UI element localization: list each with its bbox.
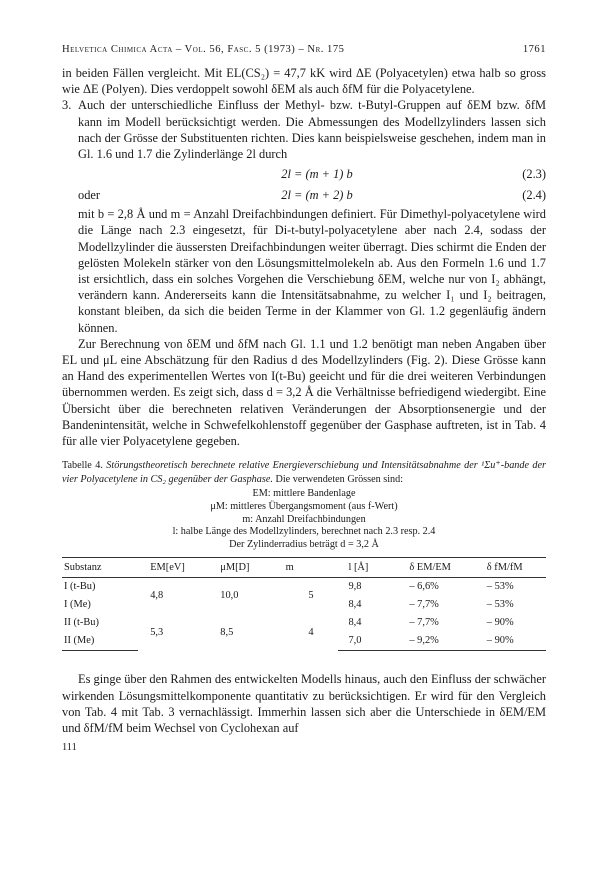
caption-rest: Die verwendeten Grössen sind:	[275, 473, 404, 485]
column-header: δ EM/EM	[407, 558, 484, 578]
column-header: EM[eV]	[138, 558, 210, 578]
equation-formula: 2l = (m + 1) b	[281, 167, 353, 182]
list-item-3	[62, 97, 546, 335]
page-number: 1761	[522, 44, 546, 55]
paragraph-calculation: Zur Berechnung von δEM und δfM nach Gl. 1.1 und 1.2 benötigt man neben Angaben über EL und μL eine Abschätzung für den Radius d des Modellzylinders (Fig. 2). Diese Grösse kann an Hand des experimentellen Wertes von I(t-Bu) geeicht und für die drei weiteren Verbindungen übernommen werden. Es zeigt sich, dass d = 3,2 Å die Verhältnisse befriedigend wiedergibt. Eine Übersicht über die berechneten relativen Veränderungen der Absorptionsenergie und der Bandenintensität, welche in Schwefelkohlenstoff gegenüber der Gasphase auftreten, ist in Tab. 4 für alle vier Polyacetylene gegeben.	[62, 336, 546, 449]
cell-delta-e: – 9,2%	[407, 632, 484, 651]
cell-delta-e: – 7,7%	[409, 617, 439, 629]
table-caption	[62, 459, 546, 486]
cell-l: 8,4	[348, 617, 362, 629]
cell-delta-f: – 53%	[486, 599, 514, 611]
cell-substance: II (t-Bu)	[64, 617, 99, 629]
cell-delta-f: – 90%	[486, 617, 514, 629]
definition-line: EM: mittlere Bandenlage	[252, 488, 356, 500]
cell-delta-f: – 53%	[486, 581, 514, 593]
cell-l: 9,8	[348, 581, 362, 593]
journal-title: Helvetica Chimica Acta – Vol. 56, Fasc. 5 (1973) – Nr. 175	[62, 44, 345, 55]
cell-delta-e: – 7,7%	[409, 599, 439, 611]
cell-substance: I (Me)	[64, 599, 91, 611]
definition-line: Der Zylinderradius beträgt d = 3,2 Å	[229, 538, 379, 550]
cell-mu: 8,5	[220, 626, 234, 638]
table-row	[62, 614, 546, 632]
column-header: Substanz	[62, 558, 138, 578]
table-row	[62, 578, 546, 597]
column-header: m	[280, 558, 339, 578]
cell-delta-f: – 90%	[485, 632, 546, 651]
equation-formula: 2l = (m + 2) b	[281, 188, 353, 203]
cell-substance: II (Me)	[62, 632, 138, 651]
equation-tag: (2.3)	[522, 167, 546, 182]
cell-m: 5	[308, 590, 314, 602]
journal-page	[62, 44, 546, 753]
paragraph-continued: in beiden Fällen vergleicht. Mit EL(CS₂) = 47,7 kK wird ΔE (Polyacetylen) etwa halb so gross wie ΔE (Polyen). Dies verdoppelt sowohl δEM als auch δfM für die Polyacetylene.	[62, 66, 546, 97]
cell-m: 4	[308, 626, 314, 638]
paragraph-solvent: Es ginge über den Rahmen des entwickelten Modells hinaus, auch den Einfluss der schwächer wirkenden Lösungsmittelkomponente quantitativ zu berücksichtigen. Er wird für den Vergleich von Tab. 4 mit Tab. 3 vernachlässigt. Immerhin lassen sich aber die Unterschiede in δEM/EM und δfM/fM beim Wechsel von Cyclohexan auf	[62, 672, 546, 736]
list-number: 3.	[62, 98, 72, 113]
equation-prefix: oder	[78, 188, 101, 203]
definition-line: l: halbe Länge des Modellzylinders, berechnet nach 2.3 resp. 2.4	[172, 526, 436, 538]
caption-title: Störungstheoretisch berechnete relative Energieverschiebung und Intensitätsabnahme der ¹Σu⁺-bande der vier Polyacetylene in CS₂ gegenüber der Gasphase.	[62, 460, 546, 485]
caption-definitions	[62, 488, 546, 551]
column-header: μM[D]	[210, 558, 279, 578]
item3-text2: mit b = 2,8 Å und m = Anzahl Dreifachbindungen definiert. Für Dimethyl-polyacetylene wird die Länge nach 2.3 eingesetzt, für Di-t-butyl-polyacetylene aber nach 2.4, sodass der Modellzylinder die äussersten Dreifachbindungen weiter überragt. Dies schirmt die Enden der gelösten Molekeln stärker von den Lösungsmittelmolekeln ab. Aus den Formeln 1.6 und 1.7 ist ersichtlich, dass ein solches Vorgehen die Verschiebung δEM, welche nur von I₂ abhängt, verändern kann. Andererseits kann die Intensitätsabnahme, zu welcher I₁ und I₂ beitragen, konstant bleiben, da sich die beiden Terme in der Klammer von Gl. 1.2 gegenläufig ändern können.	[78, 207, 546, 335]
cell-delta-e: – 6,6%	[409, 581, 439, 593]
equation-2-4	[78, 187, 546, 204]
table-header-row	[62, 558, 546, 578]
caption-label: Tabelle 4.	[62, 460, 103, 472]
cell-substance: I (t-Bu)	[64, 581, 96, 593]
equation-2-3	[78, 166, 546, 183]
cell-mu: 10,0	[220, 590, 239, 602]
definition-line: m: Anzahl Dreifachbindungen	[242, 513, 366, 525]
cell-em: 4,8	[150, 590, 164, 602]
cell-em: 5,3	[150, 626, 164, 638]
column-header: δ fM/fM	[485, 558, 546, 578]
column-header: l [Å]	[338, 558, 407, 578]
equation-tag: (2.4)	[522, 188, 546, 203]
cell-l: 8,4	[348, 599, 362, 611]
cell-l: 7,0	[338, 632, 407, 651]
definition-line: μM: mittleres Übergangsmoment (aus f-Wert)	[210, 501, 398, 513]
footer-mark: 111	[62, 742, 77, 754]
results-table	[62, 557, 546, 651]
equation-prefix	[78, 166, 138, 183]
running-header	[62, 44, 546, 55]
item3-text: Auch der unterschiedliche Einfluss der Methyl- bzw. t-Butyl-Gruppen auf δEM bzw. δfM kann im Modell berücksichtigt werden. Die Abmessungen des Modellzylinders lassen sich nach der Grösse der Substituenten richten. Dies kann beispielsweise geschehen, indem man in Gl. 1.6 und 1.7 die Zylinderlänge 2l durch	[78, 98, 546, 162]
